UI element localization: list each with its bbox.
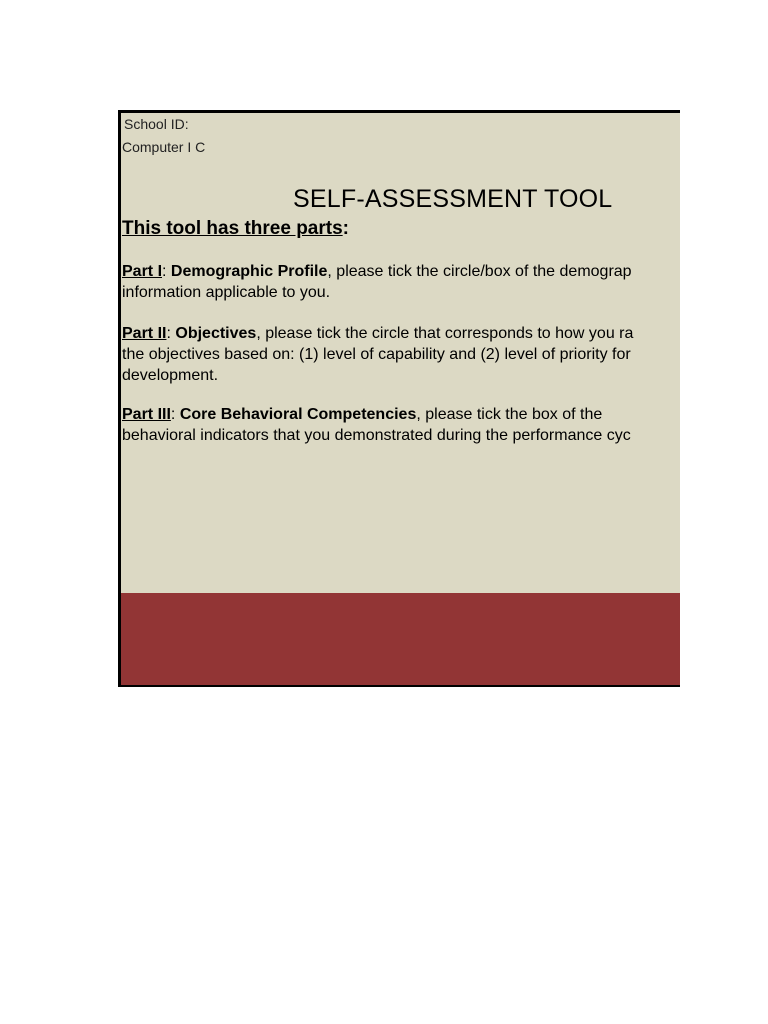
part-3-line-2: behavioral indicators that you demonstrated during the performance cyc [122, 427, 631, 444]
part-2-line-3: development. [122, 367, 219, 384]
part-3-line-1 [122, 404, 631, 425]
intro-heading [122, 218, 349, 240]
part-1-name: Demographic Profile [170, 263, 328, 280]
part-3-paragraph [122, 404, 631, 446]
assessment-sheet [118, 110, 680, 687]
intro-heading-colon: : [342, 218, 349, 239]
part-2-line-2: the objectives based on: (1) level of capability and (2) level of priority for [122, 346, 631, 363]
part-1-line-1 [122, 261, 632, 282]
part-2-desc-1: , please tick the circle that corresponds to how you ra [256, 325, 634, 342]
part-3-name: Core Behavioral Competencies [179, 406, 417, 423]
part-2-sep: : [166, 325, 171, 342]
intro-heading-text: This tool has three parts [122, 218, 343, 239]
part-1-line-2: information applicable to you. [122, 284, 331, 301]
part-1-label: Part I [122, 263, 163, 280]
part-2-name: Objectives [175, 325, 257, 342]
footer-band [121, 593, 680, 685]
page-title: SELF-ASSESSMENT TOOL [293, 185, 613, 213]
part-3-desc-1: , please tick the box of the [416, 406, 603, 423]
section-label: Computer I C [122, 139, 206, 155]
part-1-sep: : [162, 263, 167, 280]
part-1-desc-1: , please tick the circle/box of the demograp [327, 263, 632, 280]
part-2-paragraph [122, 323, 633, 386]
part-3-sep: : [170, 406, 176, 423]
part-2-label: Part II [122, 325, 167, 342]
school-id-label: School ID: [124, 116, 189, 132]
part-3-label: Part III [122, 406, 171, 423]
part-2-line-1 [122, 323, 633, 344]
part-1-paragraph [122, 261, 632, 303]
